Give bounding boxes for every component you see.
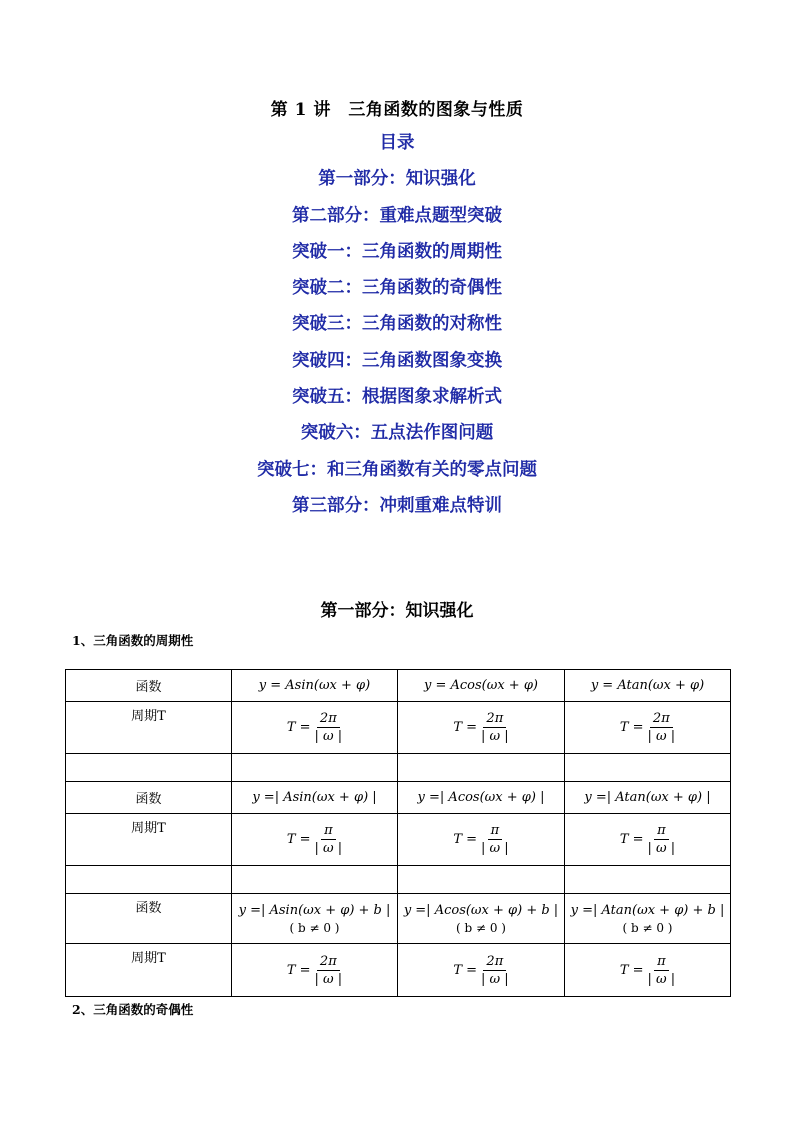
toc-heading: 目录 [379, 133, 415, 153]
toc-item[interactable]: 突破六：五点法作图问题 [300, 423, 494, 444]
table-cell [565, 670, 731, 702]
formula-lhs: T = [453, 832, 478, 847]
period-formula [620, 823, 675, 856]
table-row-empty [66, 754, 731, 782]
fraction-denominator: | ω | [481, 729, 509, 744]
table-cell [232, 814, 398, 866]
formula: y =| Acos(ωx + φ) | [417, 790, 545, 805]
table-row [66, 944, 731, 997]
formula-lhs: T = [286, 832, 311, 847]
table-cell [232, 944, 398, 997]
formula-lhs: T = [619, 720, 644, 735]
fraction-denominator: | ω | [481, 971, 509, 987]
table-cell-label [66, 944, 232, 997]
table-cell [232, 894, 398, 944]
table-row [66, 814, 731, 866]
toc-item[interactable]: 突破一：三角函数的周期性 [292, 241, 502, 262]
table-cell-label [66, 782, 232, 814]
formula: y = Asin(ωx + φ) [258, 678, 371, 693]
period-table [65, 669, 731, 997]
formula: y =| Atan(ωx + φ) | [584, 790, 711, 805]
table-cell [565, 894, 731, 944]
func-label: 函数 [135, 680, 162, 695]
fraction-numerator: 2π [650, 711, 673, 728]
formula: y =| Acos(ωx + φ) + b | [403, 902, 559, 918]
fraction-numerator: π [488, 823, 503, 840]
table-cell [398, 944, 565, 997]
formula: y =| Asin(ωx + φ) | [252, 790, 377, 805]
table-cell-label [66, 702, 232, 754]
toc-item[interactable]: 第三部分：冲刺重难点特训 [292, 495, 502, 516]
period-label: 周期T [131, 821, 166, 836]
func-label: 函数 [135, 792, 162, 807]
section-title: 第一部分：知识强化 [320, 601, 474, 621]
table-row [66, 670, 731, 702]
table-cell-label [66, 814, 232, 866]
formula-lhs: T = [619, 832, 644, 847]
period-formula [287, 954, 342, 987]
fraction-denominator: | ω | [647, 729, 676, 744]
table-cell [565, 814, 731, 866]
table-row [66, 702, 731, 754]
period-formula [620, 954, 675, 987]
toc-item[interactable]: 第一部分：知识强化 [318, 169, 476, 190]
formula-lhs: T = [453, 962, 478, 978]
fraction-denominator: | ω | [314, 841, 343, 856]
formula-lhs: T = [286, 962, 311, 978]
table-cell [565, 702, 731, 754]
table-cell [398, 702, 565, 754]
subsection-heading-parity: 2、三角函数的奇偶性 [72, 1002, 194, 1017]
fraction-numerator: π [654, 823, 669, 840]
fraction-denominator: | ω | [314, 729, 343, 744]
table-row-empty [66, 866, 731, 894]
period-formula [453, 954, 508, 987]
fraction-numerator: 2π [317, 711, 340, 728]
formula: y = Atan(ωx + φ) [590, 678, 705, 693]
table-row [66, 894, 731, 944]
table-cell [232, 702, 398, 754]
formula-condition: ( b ≠ 0 ) [456, 920, 506, 935]
fraction-numerator: 2π [483, 954, 506, 971]
formula: y =| Atan(ωx + φ) + b | [570, 902, 725, 918]
fraction-numerator: 2π [317, 954, 340, 971]
period-label: 周期T [131, 951, 166, 966]
table-row [66, 782, 731, 814]
toc-item[interactable]: 突破三：三角函数的对称性 [292, 314, 502, 335]
formula: y =| Asin(ωx + φ) + b | [238, 902, 391, 918]
formula-condition: ( b ≠ 0 ) [289, 920, 340, 935]
toc-item[interactable]: 突破二：三角函数的奇偶性 [292, 278, 502, 299]
table-cell [398, 814, 565, 866]
toc-item[interactable]: 突破五：根据图象求解析式 [292, 387, 502, 408]
formula-condition: ( b ≠ 0 ) [622, 920, 673, 935]
toc-item[interactable]: 突破四：三角函数图象变换 [292, 350, 502, 371]
formula-lhs: T = [453, 720, 478, 735]
formula: y = Acos(ωx + φ) [423, 678, 538, 693]
func-label: 函数 [135, 901, 162, 916]
fraction-denominator: | ω | [314, 971, 343, 987]
table-cell [232, 670, 398, 702]
table-cell [398, 670, 565, 702]
fraction-numerator: 2π [483, 711, 506, 728]
period-formula [453, 711, 508, 744]
table-cell-label [66, 894, 232, 944]
subsection-heading-period: 1、三角函数的周期性 [72, 633, 194, 648]
fraction-denominator: | ω | [647, 971, 676, 987]
period-formula [287, 823, 342, 856]
toc-item[interactable]: 第二部分：重难点题型突破 [292, 205, 502, 226]
period-formula [620, 711, 675, 744]
fraction-denominator: | ω | [647, 841, 676, 856]
table-cell [398, 782, 565, 814]
fraction-denominator: | ω | [481, 841, 509, 856]
table-cell [398, 894, 565, 944]
table-cell [565, 944, 731, 997]
table-cell-label [66, 670, 232, 702]
period-formula [287, 711, 342, 744]
fraction-numerator: π [321, 823, 336, 840]
formula-lhs: T = [619, 962, 644, 978]
period-formula [453, 823, 508, 856]
page-title: 第 1 讲 三角函数的图象与性质 [270, 100, 524, 120]
fraction-numerator: π [654, 954, 669, 971]
period-label: 周期T [131, 709, 166, 724]
table-cell [232, 782, 398, 814]
formula-lhs: T = [286, 720, 311, 735]
table-of-contents [0, 130, 794, 529]
toc-item[interactable]: 突破七：和三角函数有关的零点问题 [257, 459, 537, 480]
table-cell [565, 782, 731, 814]
